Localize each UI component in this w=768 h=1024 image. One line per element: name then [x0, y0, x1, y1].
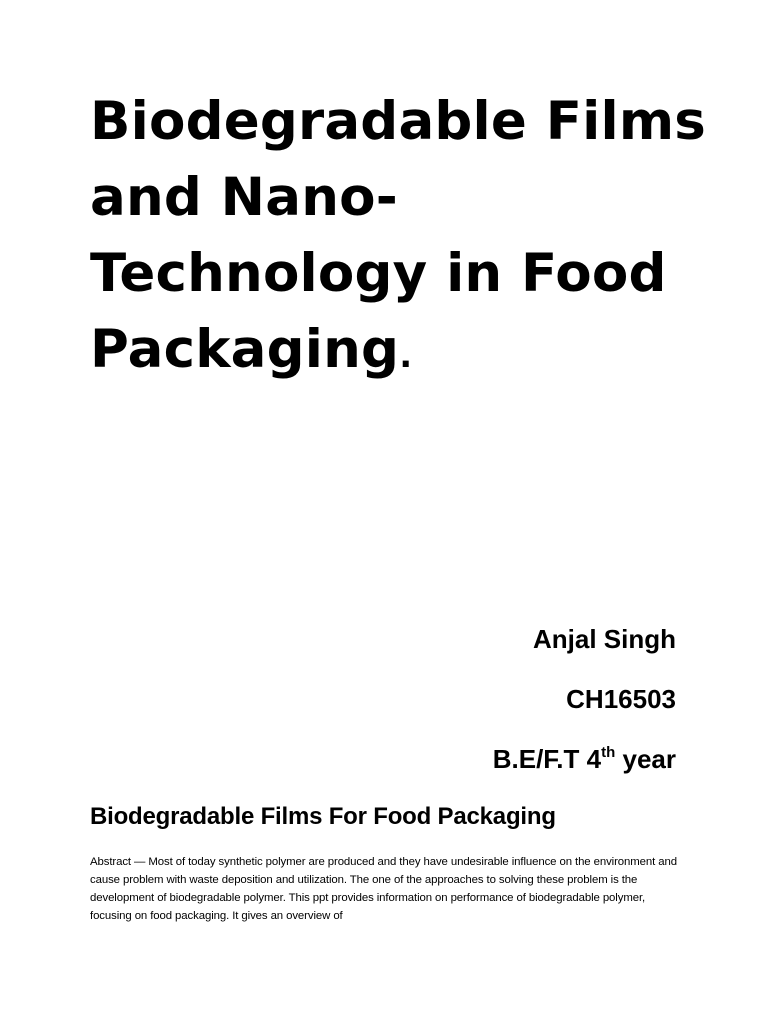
author-course-superscript: th — [601, 744, 616, 761]
author-name: Anjal Singh — [533, 624, 676, 654]
author-roll-number: CH16503 — [566, 684, 676, 714]
abstract-paragraph: Abstract — Most of today synthetic polymer are produced and they have undesirable influence on the environment and cause problem with waste deposition and utilization. The one of the approaches to solving these problem is the development of biodegradable polymer. This ppt provides information on performance of biodegradable polymer, focusing on food packaging. It gives an overview of — [90, 856, 677, 922]
author-course — [493, 738, 676, 798]
author-course-prefix: B.E/F.T 4 — [492, 744, 602, 774]
author-course-suffix: year — [615, 744, 676, 774]
section-heading: Biodegradable Films For Food Packaging — [90, 803, 556, 830]
author-block — [493, 618, 676, 798]
document-title-text: Biodegradable Films and Nano-Technology in Food Packaging — [90, 91, 707, 380]
document-title — [90, 84, 710, 394]
document-title-period: . — [399, 336, 413, 376]
